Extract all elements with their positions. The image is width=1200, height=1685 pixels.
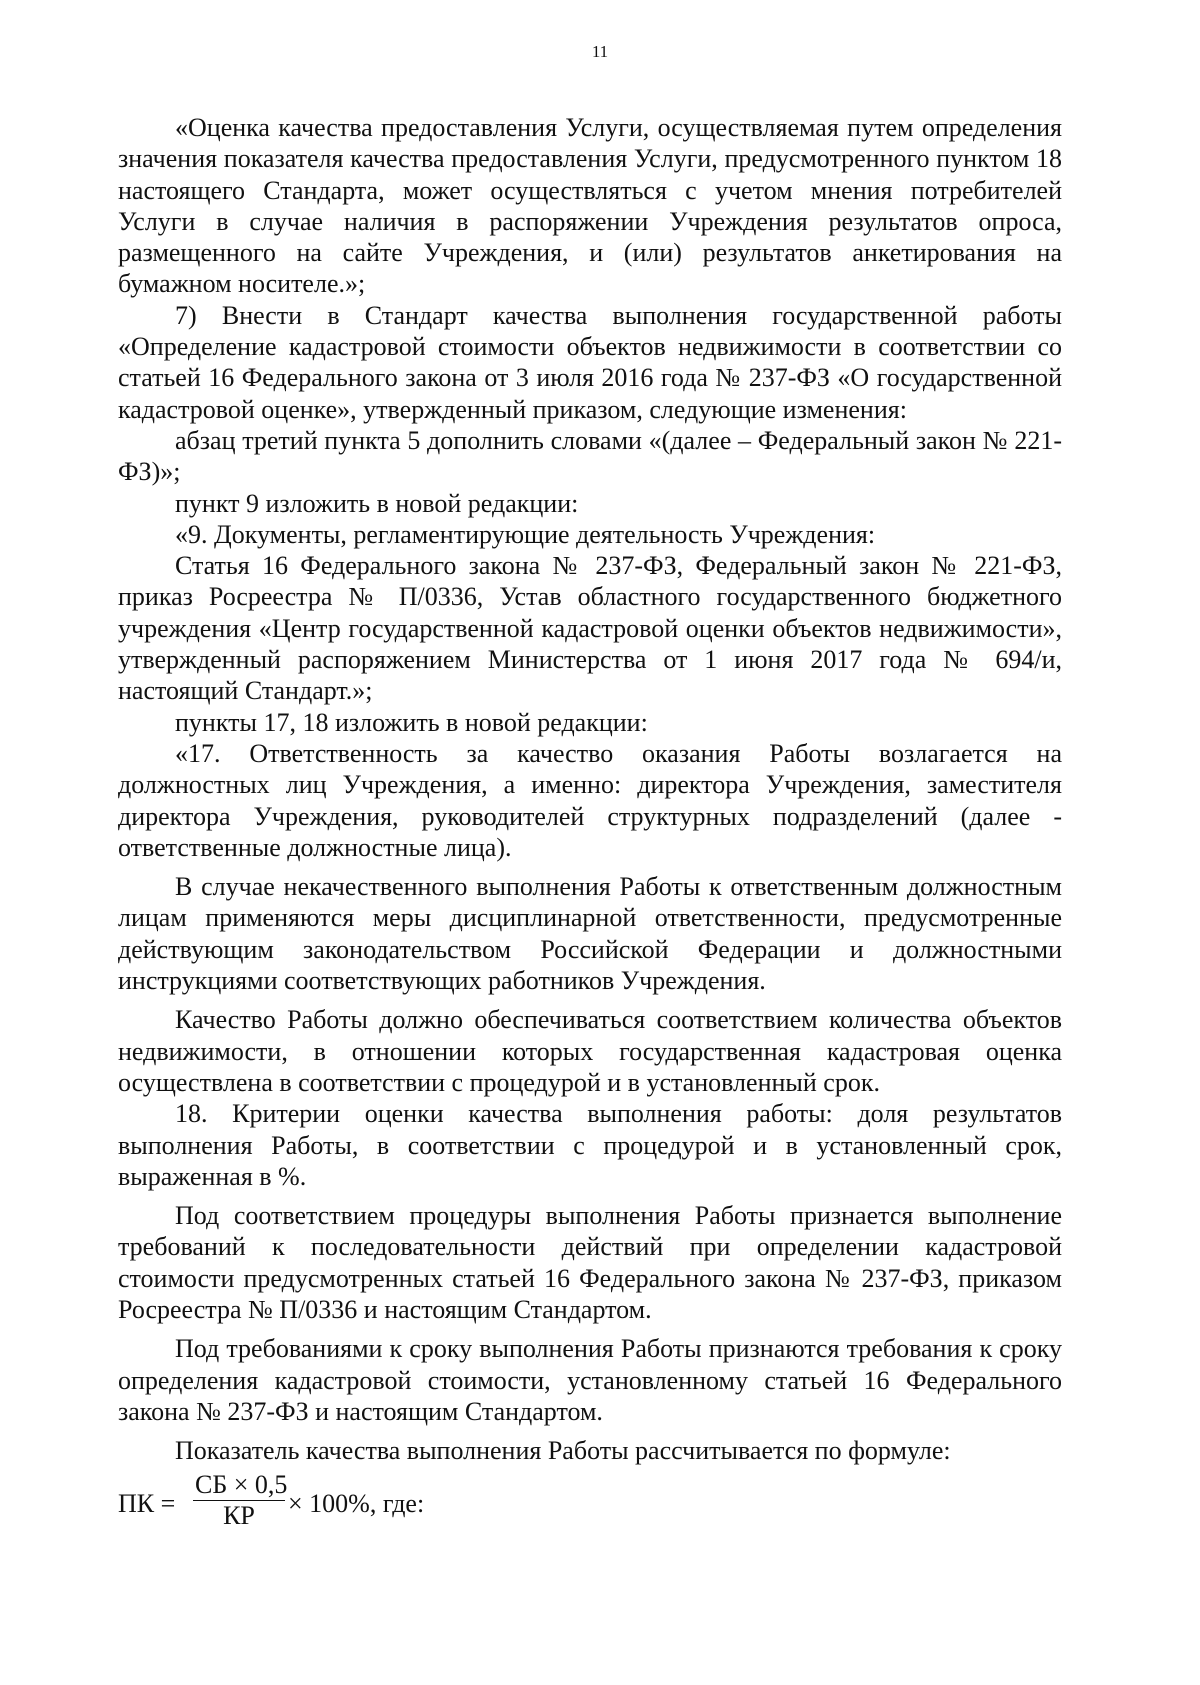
paragraph-punkt-9-documents: Статья 16 Федерального закона № 237-ФЗ, Федеральный закон № 221-ФЗ, приказ Росреестра № П/0336, Устав областного государственного бюджетного учреждения «Центр государственной кадастровой оценки объектов недвижимости», утвержденный распоряжением Министерства от 1 июня 2017 года № 694/и, настоящий Стандарт.»;	[118, 551, 1062, 706]
formula-fraction	[193, 1470, 288, 1531]
formula-lhs: ПК =	[118, 1489, 176, 1519]
paragraph-punkt-17: «17. Ответственность за качество оказания Работы возлагается на должностных лиц Учреждения, а именно: директора Учреждения, заместителя директора Учреждения, руководителей структурных подразделений (далее - ответственные должностные лица).	[118, 738, 1062, 862]
paragraph-procedure: Под соответствием процедуры выполнения Работы признается выполнение требований к последовательности действий при определении кадастровой стоимости предусмотренных статьей 16 Федерального закона № 237-ФЗ, приказом Росреестра № П/0336 и настоящим Стандартом.	[118, 1201, 1062, 1324]
paragraph-quote-service-quality: «Оценка качества предоставления Услуги, осуществляемая путем определения значения показателя качества предоставления Услуги, предусмотренного пунктом 18 настоящего Стандарта, может осуществляться с учетом мнения потребителей Услуги в случае наличия в распоряжении Учреждения результатов опроса, размещенного на сайте Учреждения, и (или) результатов анкетирования на бумажном носителе.»;	[118, 113, 1062, 299]
paragraph-punkt-9-intro: пункт 9 изложить в новой редакции:	[175, 488, 579, 518]
page-number: 11	[591, 42, 609, 61]
paragraph-punkt-18: 18. Критерии оценки качества выполнения работы: доля результатов выполнения Работы, в соответствии с процедурой и в установленный срок, выраженная в %.	[118, 1099, 1062, 1191]
paragraph-punkt-9-heading: «9. Документы, регламентирующие деятельность Учреждения:	[175, 519, 876, 549]
quality-formula	[118, 1470, 1062, 1534]
formula-numerator: СБ × 0,5	[195, 1470, 288, 1500]
formula-rhs: × 100%, где:	[288, 1489, 425, 1519]
paragraph-formula-intro: Показатель качества выполнения Работы рассчитывается по формуле:	[175, 1436, 951, 1466]
paragraph-punkty-17-18-intro: пункты 17, 18 изложить в новой редакции:	[175, 707, 648, 737]
paragraph-deadline: Под требованиями к сроку выполнения Работы признаются требования к сроку определения кадастровой стоимости, установленному статьей 16 Федерального закона № 237-ФЗ и настоящим Стандартом.	[118, 1334, 1062, 1426]
paragraph-abzac-3: абзац третий пункта 5 дополнить словами «(далее – Федеральный закон № 221-ФЗ)»;	[118, 425, 1062, 487]
paragraph-item-7: 7) Внести в Стандарт качества выполнения государственной работы «Определение кадастровой стоимости объектов недвижимости в соответствии со статьей 16 Федерального закона от 3 июля 2016 года № 237-ФЗ «О государственной кадастровой оценке», утвержденный приказом, следующие изменения:	[118, 300, 1062, 424]
formula-denominator: КР	[223, 1501, 255, 1531]
paragraph-work-quality: Качество Работы должно обеспечиваться соответствием количества объектов недвижимости, в отношении которых государственная кадастровая оценка осуществлена в соответствии с процедурой и в установленный срок.	[118, 1005, 1062, 1097]
paragraph-discipline: В случае некачественного выполнения Работы к ответственным должностным лицам применяются меры дисциплинарной ответственности, предусмотренные действующим законодательством Российской Федерации и должностными инструкциями соответствующих работников Учреждения.	[118, 872, 1062, 996]
document-body	[118, 112, 1062, 1534]
